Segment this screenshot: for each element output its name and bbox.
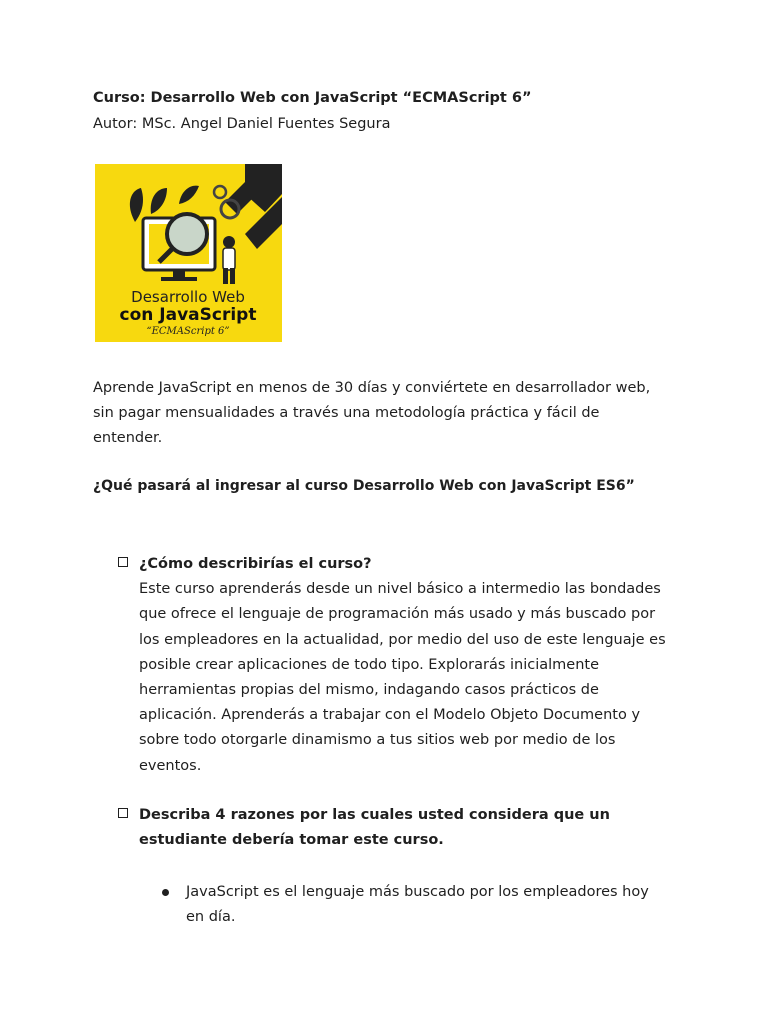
checklist-item-describe-course (118, 552, 678, 779)
checklist-item-text: Este curso aprenderás desde un nivel básico a intermedio las bondades que ofrece el lenguaje de programación más usado y más buscado por los empleadores en la actualidad, por medio del uso de este lenguaje es posible crear aplicaciones de todo tipo. Explorarás inicialmente herramientas propias del mismo, indagando casos prácticos de aplicación. Aprenderás a trabajar con el Modelo Objeto Documento y sobre todo otorgarle dinamismo a tus sitios web por medio de los eventos. (139, 581, 666, 774)
checklist-item-reasons (118, 803, 678, 853)
course-cover-image (95, 164, 282, 342)
intro-paragraph: Aprende JavaScript en menos de 30 días y conviértete en desarrollador web, sin pagar mensualidades a través una metodología práctica y fácil de entender. (93, 380, 651, 446)
bullet-text: JavaScript es el lenguaje más buscado por los empleadores hoy en día. (186, 884, 649, 925)
cover-title-line3: “ECMAScript 6” (146, 326, 230, 337)
checklist-item-title: ¿Cómo describirías el curso? (139, 556, 372, 572)
cover-illustration (95, 164, 282, 342)
checkbox-icon[interactable] (118, 557, 128, 567)
cover-title-line2: con JavaScript (119, 305, 257, 325)
checklist-item-title: Describa 4 razones por las cuales usted considera que un estudiante debería tomar este curso. (139, 807, 610, 849)
checkbox-icon[interactable] (118, 808, 128, 818)
cover-title-line1: Desarrollo Web (131, 288, 245, 306)
author-line: Autor: MSc. Angel Daniel Fuentes Segura (93, 116, 391, 132)
course-title: Curso: Desarrollo Web con JavaScript “ECMAScript 6” (93, 90, 532, 106)
bullet-item (162, 880, 662, 930)
bullet-dot-icon (162, 889, 169, 896)
question-heading: ¿Qué pasará al ingresar al curso Desarrollo Web con JavaScript ES6” (93, 478, 635, 494)
